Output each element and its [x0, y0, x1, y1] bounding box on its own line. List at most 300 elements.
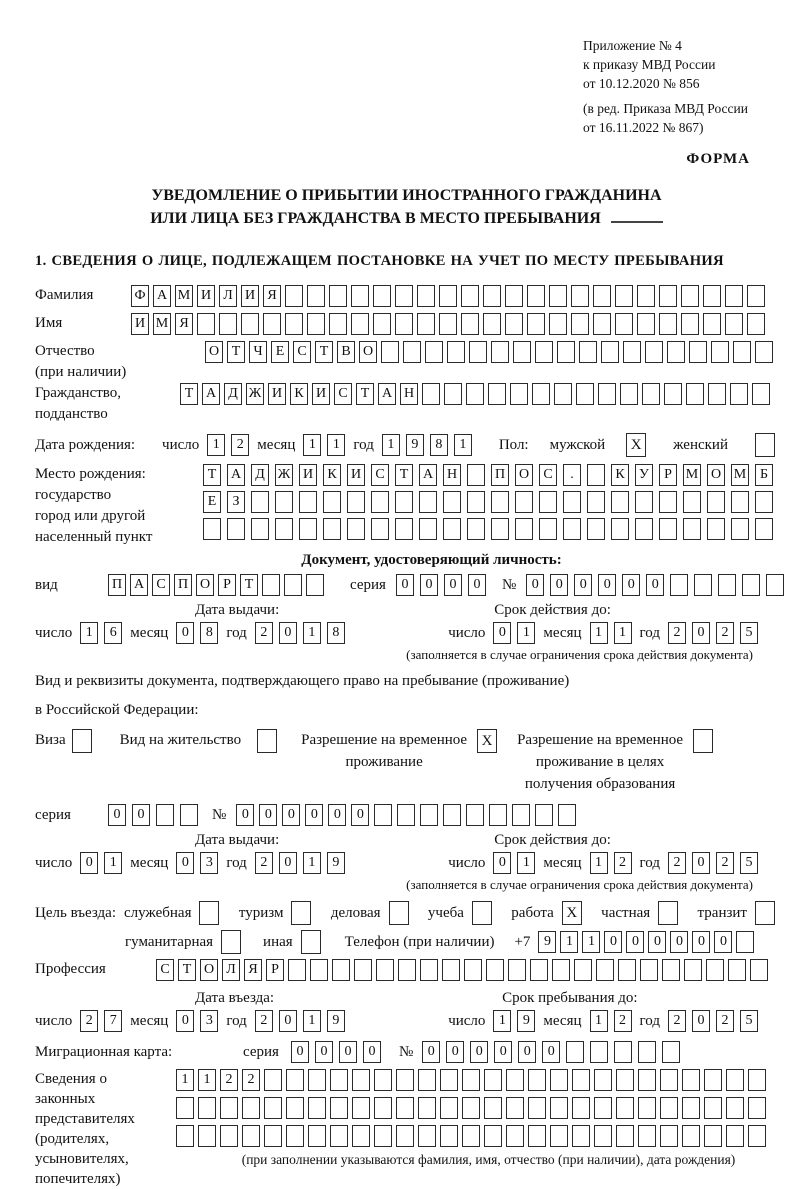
purpose-option-checkbox: [472, 901, 492, 925]
form-cell: А: [419, 464, 437, 486]
representatives-note: (при заполнении указываются фамилия, имя, отчество (при наличии), дата рождения): [241, 1152, 736, 1167]
form-cell: Я: [263, 285, 281, 307]
form-cell: [376, 959, 394, 981]
form-cell: [286, 1125, 304, 1147]
form-cell: [731, 518, 749, 540]
form-cell: 0: [176, 1010, 194, 1032]
form-cell: 1: [493, 1010, 511, 1032]
doc-number-label: №: [501, 576, 517, 593]
form-cell: [532, 383, 550, 405]
form-cell: [469, 341, 487, 363]
form-cell: [730, 383, 748, 405]
form-cell: 0: [305, 804, 323, 826]
purpose-label: Цель въезда:: [35, 904, 116, 921]
form-cell: [420, 804, 438, 826]
form-cell: [726, 1069, 744, 1091]
residence-permit-label: Вид на жительство: [119, 732, 242, 748]
form-cell: А: [227, 464, 245, 486]
birthplace-row3-cells: [203, 518, 773, 540]
form-cell: А: [153, 285, 171, 307]
form-cell: М: [175, 285, 193, 307]
form-cell: [748, 1069, 766, 1091]
given-name-label: Имя: [35, 315, 63, 331]
form-cell: 0: [396, 574, 414, 596]
form-cell: [662, 959, 680, 981]
representatives-row2-cells: [176, 1097, 771, 1119]
form-cell: [708, 383, 726, 405]
date-part-cells: [255, 1010, 345, 1032]
form-cell: [557, 341, 575, 363]
entry-date-heading: Дата въезда:: [195, 990, 275, 1006]
form-cell: У: [635, 464, 653, 486]
form-cell: [615, 313, 633, 335]
date-part-label: месяц: [257, 436, 296, 453]
date-part-cells: [303, 434, 345, 456]
form-cell: [594, 1069, 612, 1091]
form-cell: И: [312, 383, 330, 405]
form-cell: 1: [517, 852, 535, 874]
form-cell: П: [108, 574, 126, 596]
form-cell: [598, 383, 616, 405]
title-underline: [611, 207, 663, 223]
form-cell: [395, 491, 413, 513]
form-cell: 0: [493, 622, 511, 644]
doc-validity-note: (заполняется в случае ограничения срока действия документа): [406, 647, 753, 662]
form-cell: [307, 285, 325, 307]
form-cell: [618, 959, 636, 981]
form-cell: [220, 1097, 238, 1119]
form-cell: [373, 313, 391, 335]
form-cell: [662, 1041, 680, 1063]
form-cell: Т: [180, 383, 198, 405]
form-cell: [330, 1069, 348, 1091]
form-cell: 2: [614, 1010, 632, 1032]
form-cell: Т: [178, 959, 196, 981]
sex-male-checkbox: X: [626, 433, 646, 457]
form-cell: [704, 1069, 722, 1091]
date-part-cells: [176, 622, 218, 644]
form-cell: [706, 959, 724, 981]
phone-prefix: +7: [514, 933, 531, 950]
form-cell: [728, 959, 746, 981]
form-cell: 0: [622, 574, 640, 596]
form-cell: [332, 959, 350, 981]
form-cell: Ч: [249, 341, 267, 363]
form-cell: 0: [279, 622, 297, 644]
form-cell: [440, 1069, 458, 1091]
purpose-option-label: служебная: [123, 904, 192, 921]
form-cell: [725, 285, 743, 307]
form-cell: [611, 491, 629, 513]
permit-series-label: серия: [35, 806, 71, 823]
form-cell: [707, 518, 725, 540]
form-cell: 2: [716, 622, 734, 644]
form-cell: 1: [303, 1010, 321, 1032]
representatives-row1-cells: [176, 1069, 771, 1091]
form-cell: 2: [716, 852, 734, 874]
form-cell: [330, 1097, 348, 1119]
form-cell: [197, 313, 215, 335]
entry-date-group: [35, 1010, 345, 1032]
form-cell: [251, 491, 269, 513]
form-cell: [397, 804, 415, 826]
form-cell: [637, 313, 655, 335]
form-cell: [508, 959, 526, 981]
title-line-2: ИЛИ ЛИЦА БЕЗ ГРАЖДАНСТВА В МЕСТО ПРЕБЫВАНИЯ: [150, 210, 601, 227]
form-cell: [535, 341, 553, 363]
form-cell: [549, 313, 567, 335]
form-cell: 9: [327, 1010, 345, 1032]
form-cell: [703, 285, 721, 307]
purpose-option: [331, 901, 409, 925]
form-cell: [707, 491, 725, 513]
form-cell: [198, 1097, 216, 1119]
form-cell: 2: [220, 1069, 238, 1091]
form-cell: [373, 285, 391, 307]
form-cell: 2: [255, 622, 273, 644]
form-cell: [308, 1069, 326, 1091]
form-cell: 2: [614, 852, 632, 874]
form-cell: С: [156, 959, 174, 981]
form-cell: [550, 1069, 568, 1091]
form-cell: [747, 285, 765, 307]
date-part-cells: [382, 434, 472, 456]
form-cell: [659, 313, 677, 335]
form-cell: 1: [590, 622, 608, 644]
permit-valid-date-group: [448, 852, 758, 874]
form-cell: [539, 518, 557, 540]
form-cell: [711, 341, 729, 363]
form-cell: [660, 1125, 678, 1147]
permit-valid-heading: Срок действия до:: [494, 832, 611, 848]
form-cell: 0: [279, 1010, 297, 1032]
form-cell: [439, 285, 457, 307]
form-cell: Н: [400, 383, 418, 405]
date-part-label: месяц: [543, 624, 582, 641]
form-cell: [593, 313, 611, 335]
purpose-option: [698, 901, 775, 925]
date-part-label: месяц: [130, 624, 169, 641]
form-cell: П: [174, 574, 192, 596]
birthplace-label-state: государство: [35, 487, 112, 503]
form-cell: [395, 285, 413, 307]
form-cell: [203, 518, 221, 540]
form-cell: [766, 574, 784, 596]
form-cell: 2: [242, 1069, 260, 1091]
citizenship-cells: [180, 383, 770, 405]
mc-series-cells: [291, 1041, 381, 1063]
permit-line-2: в Российской Федерации:: [35, 702, 199, 718]
date-part-cells: [176, 1010, 218, 1032]
patronymic-note: (при наличии): [35, 364, 127, 380]
form-cell: [593, 285, 611, 307]
form-cell: [513, 341, 531, 363]
mc-number-label: №: [398, 1043, 414, 1060]
form-cell: 0: [714, 931, 732, 953]
form-cell: [572, 1125, 590, 1147]
form-cell: [462, 1125, 480, 1147]
form-cell: 0: [236, 804, 254, 826]
form-cell: [491, 518, 509, 540]
form-cell: [418, 1069, 436, 1091]
form-cell: 9: [327, 852, 345, 874]
form-cell: 9: [406, 434, 424, 456]
purpose-option-label: деловая: [330, 904, 381, 921]
appendix-line: от 10.12.2020 № 856: [583, 76, 700, 91]
appendix-block: [583, 36, 778, 137]
form-cell: [616, 1097, 634, 1119]
form-cell: С: [371, 464, 389, 486]
representatives-label-6: попечителях): [35, 1171, 121, 1187]
form-cell: [347, 518, 365, 540]
form-cell: [285, 285, 303, 307]
form-cell: [638, 1097, 656, 1119]
birthplace-label: Место рождения:: [35, 466, 146, 482]
given-name-cells: [131, 313, 765, 335]
form-cell: [506, 1125, 524, 1147]
form-cell: [464, 959, 482, 981]
date-part-cells: [590, 852, 632, 874]
form-cell: 2: [80, 1010, 98, 1032]
date-part-label: число: [448, 854, 486, 871]
form-cell: [752, 383, 770, 405]
form-cell: 0: [550, 574, 568, 596]
form-cell: [425, 341, 443, 363]
form-cell: [443, 804, 461, 826]
form-cell: 0: [279, 852, 297, 874]
date-part-cells: [207, 434, 249, 456]
form-cell: [484, 1097, 502, 1119]
form-cell: [530, 959, 548, 981]
form-cell: 0: [604, 931, 622, 953]
form-cell: [422, 383, 440, 405]
form-cell: 5: [740, 852, 758, 874]
form-cell: [587, 464, 605, 486]
form-cell: [563, 518, 581, 540]
form-cell: [747, 313, 765, 335]
form-cell: [512, 804, 530, 826]
form-cell: [395, 518, 413, 540]
patronymic-label: Отчество: [35, 343, 95, 359]
doc-kind-label: вид: [35, 576, 58, 593]
birthdate-group: [162, 434, 472, 456]
form-cell: [733, 341, 751, 363]
form-cell: [466, 383, 484, 405]
form-cell: [718, 574, 736, 596]
form-cell: Т: [395, 464, 413, 486]
form-cell: [659, 491, 677, 513]
sex-female-checkbox: [755, 433, 775, 457]
form-cell: О: [515, 464, 533, 486]
edu-residence-label: Разрешение на временное проживание в целях получения образования: [517, 732, 684, 792]
date-part-label: год: [226, 1012, 247, 1029]
form-cell: 5: [740, 622, 758, 644]
form-cell: [264, 1097, 282, 1119]
birthplace-row1-cells: [203, 464, 773, 486]
date-part-label: число: [162, 436, 200, 453]
form-cell: О: [205, 341, 223, 363]
form-cell: 0: [598, 574, 616, 596]
form-cell: 0: [328, 804, 346, 826]
form-cell: П: [491, 464, 509, 486]
date-part-cells: [493, 852, 535, 874]
form-cell: [264, 1125, 282, 1147]
form-cell: Т: [203, 464, 221, 486]
form-cell: Т: [315, 341, 333, 363]
form-cell: 9: [517, 1010, 535, 1032]
form-cell: [659, 518, 677, 540]
form-cell: [180, 804, 198, 826]
form-cell: [488, 383, 506, 405]
form-cell: Д: [224, 383, 242, 405]
date-part-label: год: [639, 624, 660, 641]
form-cell: [242, 1097, 260, 1119]
birthdate-label: Дата рождения:: [35, 436, 136, 453]
form-cell: [308, 1097, 326, 1119]
form-cell: [156, 804, 174, 826]
citizenship-label2: подданство: [35, 406, 108, 422]
form-cell: 5: [740, 1010, 758, 1032]
form-cell: [299, 518, 317, 540]
form-cell: 0: [670, 931, 688, 953]
date-part-label: месяц: [130, 854, 169, 871]
form-cell: [288, 959, 306, 981]
form-cell: [552, 959, 570, 981]
representatives-row3-cells: [176, 1125, 771, 1147]
form-cell: [510, 383, 528, 405]
form-cell: 1: [382, 434, 400, 456]
sex-male-label: мужской: [549, 436, 606, 453]
representatives-label-1: Сведения о: [35, 1071, 107, 1087]
form-cell: С: [152, 574, 170, 596]
form-cell: [550, 1097, 568, 1119]
permit-number-label: №: [212, 806, 227, 823]
purpose-option: [511, 901, 582, 925]
form-cell: [694, 574, 712, 596]
date-part-label: год: [226, 854, 247, 871]
form-cell: 1: [303, 622, 321, 644]
purpose-option: [263, 930, 321, 954]
form-cell: 2: [231, 434, 249, 456]
form-cell: [443, 491, 461, 513]
purpose-options-2: [125, 930, 321, 954]
form-cell: [689, 341, 707, 363]
form-cell: Т: [240, 574, 258, 596]
form-cell: Л: [219, 285, 237, 307]
form-cell: Я: [244, 959, 262, 981]
form-cell: [505, 285, 523, 307]
form-cell: В: [337, 341, 355, 363]
doc-series-label: серия: [350, 576, 386, 593]
form-cell: [354, 959, 372, 981]
form-cell: 0: [468, 574, 486, 596]
form-cell: Е: [203, 491, 221, 513]
form-cell: М: [683, 464, 701, 486]
representatives-label-4: (родителях,: [35, 1131, 110, 1147]
purpose-option-label: иная: [263, 933, 293, 950]
form-cell: [374, 1125, 392, 1147]
temp-residence-checkbox: X: [477, 729, 497, 753]
purpose-options: [124, 901, 775, 925]
form-cell: [704, 1097, 722, 1119]
form-cell: [381, 341, 399, 363]
form-cell: [483, 285, 501, 307]
form-cell: [667, 341, 685, 363]
form-cell: К: [611, 464, 629, 486]
date-part-cells: [255, 622, 345, 644]
form-cell: 0: [446, 1041, 464, 1063]
form-cell: С: [539, 464, 557, 486]
form-cell: [572, 1097, 590, 1119]
form-cell: [440, 1097, 458, 1119]
form-cell: 3: [200, 1010, 218, 1032]
form-cell: 0: [259, 804, 277, 826]
form-cell: [755, 491, 773, 513]
birthplace-row2-cells: [203, 491, 773, 513]
form-cell: Л: [222, 959, 240, 981]
phone-label: Телефон (при наличии): [344, 933, 495, 950]
title-line-1: УВЕДОМЛЕНИЕ О ПРИБЫТИИ ИНОСТРАННОГО ГРАЖДАНИНА: [151, 187, 662, 204]
form-cell: [587, 491, 605, 513]
date-part-cells: [493, 622, 535, 644]
form-cell: [684, 959, 702, 981]
form-cell: [176, 1125, 194, 1147]
purpose-option-checkbox: X: [562, 901, 582, 925]
form-cell: С: [334, 383, 352, 405]
form-cell: [664, 383, 682, 405]
form-cell: [616, 1125, 634, 1147]
form-cell: [755, 341, 773, 363]
form-cell: Д: [251, 464, 269, 486]
form-cell: 9: [538, 931, 556, 953]
purpose-option-checkbox: [199, 901, 219, 925]
form-cell: [306, 574, 324, 596]
form-cell: О: [200, 959, 218, 981]
form-cell: 0: [444, 574, 462, 596]
date-part-label: месяц: [130, 1012, 169, 1029]
form-cell: [731, 491, 749, 513]
sex-label: Пол:: [498, 436, 529, 453]
form-cell: 0: [692, 852, 710, 874]
form-cell: [395, 313, 413, 335]
form-cell: [660, 1069, 678, 1091]
form-cell: 0: [626, 931, 644, 953]
date-part-label: месяц: [543, 1012, 582, 1029]
form-cell: 0: [420, 574, 438, 596]
date-part-cells: [493, 1010, 535, 1032]
form-cell: [440, 1125, 458, 1147]
form-cell: [374, 1069, 392, 1091]
date-part-label: число: [35, 854, 73, 871]
form-cell: [489, 804, 507, 826]
patronymic-cells: [205, 341, 773, 363]
form-cell: [755, 518, 773, 540]
form-cell: 1: [104, 852, 122, 874]
form-cell: [403, 341, 421, 363]
form-cell: 0: [574, 574, 592, 596]
form-cell: М: [153, 313, 171, 335]
date-part-label: год: [226, 624, 247, 641]
form-cell: 1: [517, 622, 535, 644]
form-cell: [506, 1097, 524, 1119]
form-cell: [329, 285, 347, 307]
form-cell: [587, 518, 605, 540]
representatives-label-2: законных: [35, 1091, 96, 1107]
representatives-label-5: усыновителях,: [35, 1151, 129, 1167]
identity-doc-heading: Документ, удостоверяющий личность:: [301, 552, 562, 568]
form-cell: 2: [255, 1010, 273, 1032]
form-cell: 2: [668, 622, 686, 644]
